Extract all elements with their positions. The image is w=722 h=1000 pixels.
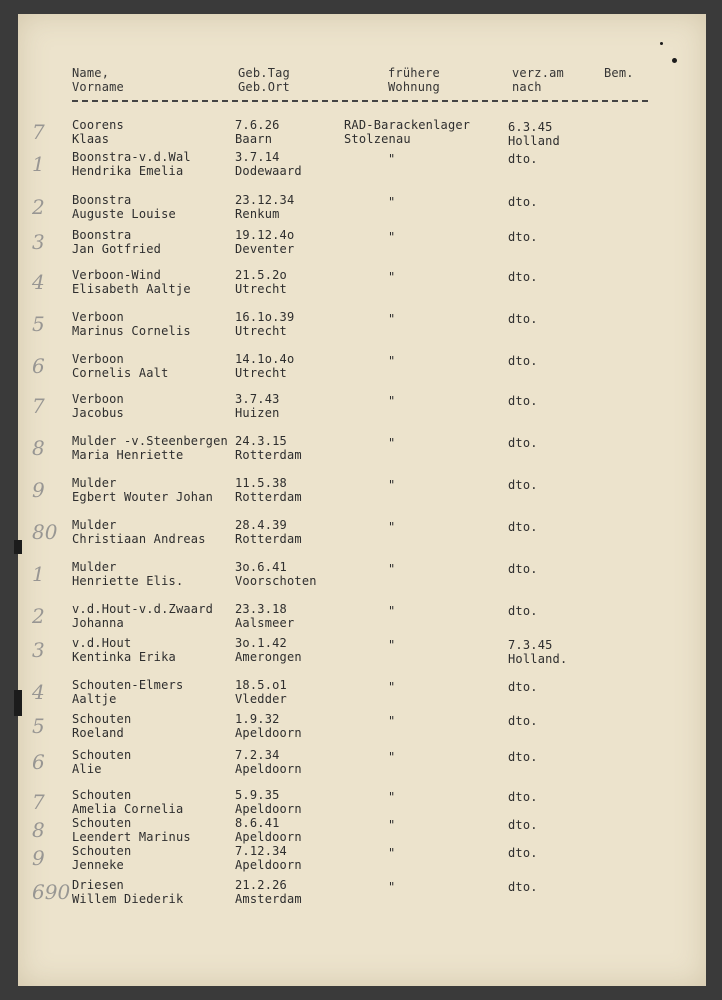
birth-place: Utrecht bbox=[235, 324, 287, 338]
ditto-mark: " bbox=[388, 680, 396, 694]
birth-place: Apeldoorn bbox=[235, 858, 302, 872]
header-name-line2: Vorname bbox=[72, 80, 124, 94]
ditto-mark: " bbox=[388, 638, 396, 652]
birth-date: 23.3.18 bbox=[235, 602, 287, 616]
handwritten-number: 2 bbox=[32, 195, 45, 219]
surname: Verboon bbox=[72, 310, 124, 324]
birth-date: 5.9.35 bbox=[235, 788, 280, 802]
given-names: Jacobus bbox=[72, 406, 124, 420]
birth-place: Utrecht bbox=[235, 282, 287, 296]
given-names: Jenneke bbox=[72, 858, 124, 872]
surname: Verboon bbox=[72, 392, 124, 406]
moved-to: dto. bbox=[508, 790, 538, 804]
birth-date: 7.12.34 bbox=[235, 844, 287, 858]
moved-to: dto. bbox=[508, 880, 538, 894]
birth-place: Apeldoorn bbox=[235, 762, 302, 776]
ditto-mark: " bbox=[388, 230, 396, 244]
paper-speck bbox=[672, 58, 677, 63]
birth-date: 8.6.41 bbox=[235, 816, 280, 830]
birth-place: Rotterdam bbox=[235, 448, 302, 462]
ditto-mark: " bbox=[388, 520, 396, 534]
ditto-mark: " bbox=[388, 790, 396, 804]
birth-place: Huizen bbox=[235, 406, 280, 420]
moved-to: 7.3.45 bbox=[508, 638, 553, 652]
ditto-mark: " bbox=[388, 152, 396, 166]
birth-place: Deventer bbox=[235, 242, 295, 256]
header-birth-line1: Geb.Tag bbox=[238, 66, 290, 80]
handwritten-number: 7 bbox=[32, 394, 45, 418]
given-names: Klaas bbox=[72, 132, 110, 146]
surname: Schouten bbox=[72, 712, 132, 726]
moved-to: 6.3.45 bbox=[508, 120, 553, 134]
given-names: Alie bbox=[72, 762, 102, 776]
given-names: Jan Gotfried bbox=[72, 242, 162, 256]
birth-place: Utrecht bbox=[235, 366, 287, 380]
moved-to: dto. bbox=[508, 312, 538, 326]
surname: Schouten bbox=[72, 816, 132, 830]
handwritten-number: 6 bbox=[32, 750, 45, 774]
birth-place: Rotterdam bbox=[235, 532, 302, 546]
moved-to: dto. bbox=[508, 680, 538, 694]
birth-place: Renkum bbox=[235, 207, 280, 221]
handwritten-number: 1 bbox=[32, 562, 45, 586]
ditto-mark: " bbox=[388, 478, 396, 492]
birth-date: 11.5.38 bbox=[235, 476, 287, 490]
handwritten-number: 8 bbox=[32, 436, 45, 460]
given-names: Henriette Elis. bbox=[72, 574, 184, 588]
ditto-mark: " bbox=[388, 562, 396, 576]
given-names: Maria Henriette bbox=[72, 448, 184, 462]
header-prev-line2: Wohnung bbox=[388, 80, 440, 94]
surname: Schouten bbox=[72, 748, 132, 762]
moved-to: dto. bbox=[508, 478, 538, 492]
previous-residence-line2: Stolzenau bbox=[344, 132, 411, 146]
moved-to: dto. bbox=[508, 846, 538, 860]
birth-date: 21.5.2o bbox=[235, 268, 287, 282]
surname: Coorens bbox=[72, 118, 124, 132]
surname: Schouten bbox=[72, 788, 132, 802]
moved-to: dto. bbox=[508, 714, 538, 728]
surname: Driesen bbox=[72, 878, 124, 892]
moved-to: dto. bbox=[508, 230, 538, 244]
surname: Verboon bbox=[72, 352, 124, 366]
ditto-mark: " bbox=[388, 394, 396, 408]
surname: v.d.Hout-v.d.Zwaard bbox=[72, 602, 214, 616]
ditto-mark: " bbox=[388, 195, 396, 209]
birth-place: Apeldoorn bbox=[235, 802, 302, 816]
handwritten-number: 1 bbox=[32, 152, 45, 176]
given-names: Auguste Louise bbox=[72, 207, 176, 221]
ditto-mark: " bbox=[388, 270, 396, 284]
given-names: Cornelis Aalt bbox=[72, 366, 169, 380]
birth-date: 19.12.4o bbox=[235, 228, 295, 242]
header-birth-line2: Geb.Ort bbox=[238, 80, 290, 94]
surname: v.d.Hout bbox=[72, 636, 132, 650]
surname: Verboon-Wind bbox=[72, 268, 162, 282]
birth-place: Voorschoten bbox=[235, 574, 317, 588]
given-names: Roeland bbox=[72, 726, 124, 740]
birth-place: Baarn bbox=[235, 132, 273, 146]
given-names: Amelia Cornelia bbox=[72, 802, 184, 816]
moved-to: dto. bbox=[508, 604, 538, 618]
surname: Boonstra-v.d.Wal bbox=[72, 150, 191, 164]
moved-to: dto. bbox=[508, 562, 538, 576]
surname: Boonstra bbox=[72, 228, 132, 242]
moved-to: dto. bbox=[508, 195, 538, 209]
handwritten-number: 5 bbox=[32, 714, 45, 738]
handwritten-number: 9 bbox=[32, 478, 45, 502]
header-name bbox=[72, 66, 124, 94]
paper-edge-tear bbox=[14, 540, 22, 554]
ditto-mark: " bbox=[388, 846, 396, 860]
birth-date: 21.2.26 bbox=[235, 878, 287, 892]
given-names: Kentinka Erika bbox=[72, 650, 176, 664]
given-names: Aaltje bbox=[72, 692, 117, 706]
given-names: Willem Diederik bbox=[72, 892, 184, 906]
handwritten-number: 690 bbox=[32, 880, 71, 904]
header-moved-line1: verz.am bbox=[512, 66, 564, 80]
birth-date: 3.7.43 bbox=[235, 392, 280, 406]
handwritten-number: 4 bbox=[32, 270, 45, 294]
given-names: Christiaan Andreas bbox=[72, 532, 206, 546]
given-names: Hendrika Emelia bbox=[72, 164, 184, 178]
birth-date: 7.6.26 bbox=[235, 118, 280, 132]
handwritten-number: 3 bbox=[32, 638, 45, 662]
handwritten-number: 7 bbox=[32, 790, 45, 814]
ditto-mark: " bbox=[388, 312, 396, 326]
given-names: Marinus Cornelis bbox=[72, 324, 191, 338]
surname: Mulder bbox=[72, 518, 117, 532]
birth-date: 14.1o.4o bbox=[235, 352, 295, 366]
surname: Schouten bbox=[72, 844, 132, 858]
header-remarks: Bem. bbox=[604, 66, 634, 80]
moved-to: dto. bbox=[508, 436, 538, 450]
handwritten-number: 5 bbox=[32, 312, 45, 336]
handwritten-number: 7 bbox=[32, 120, 45, 144]
birth-place: Amerongen bbox=[235, 650, 302, 664]
surname: Mulder -v.Steenbergen bbox=[72, 434, 228, 448]
birth-date: 28.4.39 bbox=[235, 518, 287, 532]
moved-to: dto. bbox=[508, 354, 538, 368]
ditto-mark: " bbox=[388, 604, 396, 618]
paper-speck bbox=[660, 42, 663, 45]
previous-residence: RAD-Barackenlager bbox=[344, 118, 471, 132]
ditto-mark: " bbox=[388, 818, 396, 832]
header-moved-line2: nach bbox=[512, 80, 542, 94]
ditto-mark: " bbox=[388, 714, 396, 728]
header-moved bbox=[512, 66, 564, 94]
birth-date: 23.12.34 bbox=[235, 193, 295, 207]
handwritten-number: 9 bbox=[32, 846, 45, 870]
handwritten-number: 8 bbox=[32, 818, 45, 842]
moved-to: dto. bbox=[508, 394, 538, 408]
birth-place: Amsterdam bbox=[235, 892, 302, 906]
ditto-mark: " bbox=[388, 436, 396, 450]
moved-to: dto. bbox=[508, 750, 538, 764]
surname: Mulder bbox=[72, 560, 117, 574]
birth-place: Apeldoorn bbox=[235, 830, 302, 844]
birth-place: Vledder bbox=[235, 692, 287, 706]
birth-place: Dodewaard bbox=[235, 164, 302, 178]
birth-place: Aalsmeer bbox=[235, 616, 295, 630]
ditto-mark: " bbox=[388, 750, 396, 764]
given-names: Egbert Wouter Johan bbox=[72, 490, 214, 504]
header-prev-line1: frühere bbox=[388, 66, 440, 80]
birth-place: Rotterdam bbox=[235, 490, 302, 504]
birth-date: 16.1o.39 bbox=[235, 310, 295, 324]
ditto-mark: " bbox=[388, 880, 396, 894]
birth-date: 7.2.34 bbox=[235, 748, 280, 762]
header-divider bbox=[72, 100, 648, 102]
moved-to-line2: Holland bbox=[508, 134, 560, 148]
moved-to: dto. bbox=[508, 818, 538, 832]
birth-date: 3.7.14 bbox=[235, 150, 280, 164]
birth-date: 3o.6.41 bbox=[235, 560, 287, 574]
surname: Boonstra bbox=[72, 193, 132, 207]
handwritten-number: 6 bbox=[32, 354, 45, 378]
birth-date: 1.9.32 bbox=[235, 712, 280, 726]
surname: Schouten-Elmers bbox=[72, 678, 184, 692]
moved-to: dto. bbox=[508, 520, 538, 534]
header-previous-residence bbox=[388, 66, 440, 94]
birth-date: 24.3.15 bbox=[235, 434, 287, 448]
moved-to: dto. bbox=[508, 270, 538, 284]
ditto-mark: " bbox=[388, 354, 396, 368]
handwritten-number: 80 bbox=[32, 520, 58, 544]
handwritten-number: 3 bbox=[32, 230, 45, 254]
surname: Mulder bbox=[72, 476, 117, 490]
moved-to-line2: Holland. bbox=[508, 652, 568, 666]
header-birth bbox=[238, 66, 290, 94]
moved-to: dto. bbox=[508, 152, 538, 166]
birth-place: Apeldoorn bbox=[235, 726, 302, 740]
birth-date: 18.5.o1 bbox=[235, 678, 287, 692]
header-name-line1: Name, bbox=[72, 66, 110, 80]
given-names: Leendert Marinus bbox=[72, 830, 191, 844]
birth-date: 3o.1.42 bbox=[235, 636, 287, 650]
handwritten-number: 4 bbox=[32, 680, 45, 704]
handwritten-number: 2 bbox=[32, 604, 45, 628]
paper-edge-tear bbox=[14, 690, 22, 716]
given-names: Johanna bbox=[72, 616, 124, 630]
given-names: Elisabeth Aaltje bbox=[72, 282, 191, 296]
